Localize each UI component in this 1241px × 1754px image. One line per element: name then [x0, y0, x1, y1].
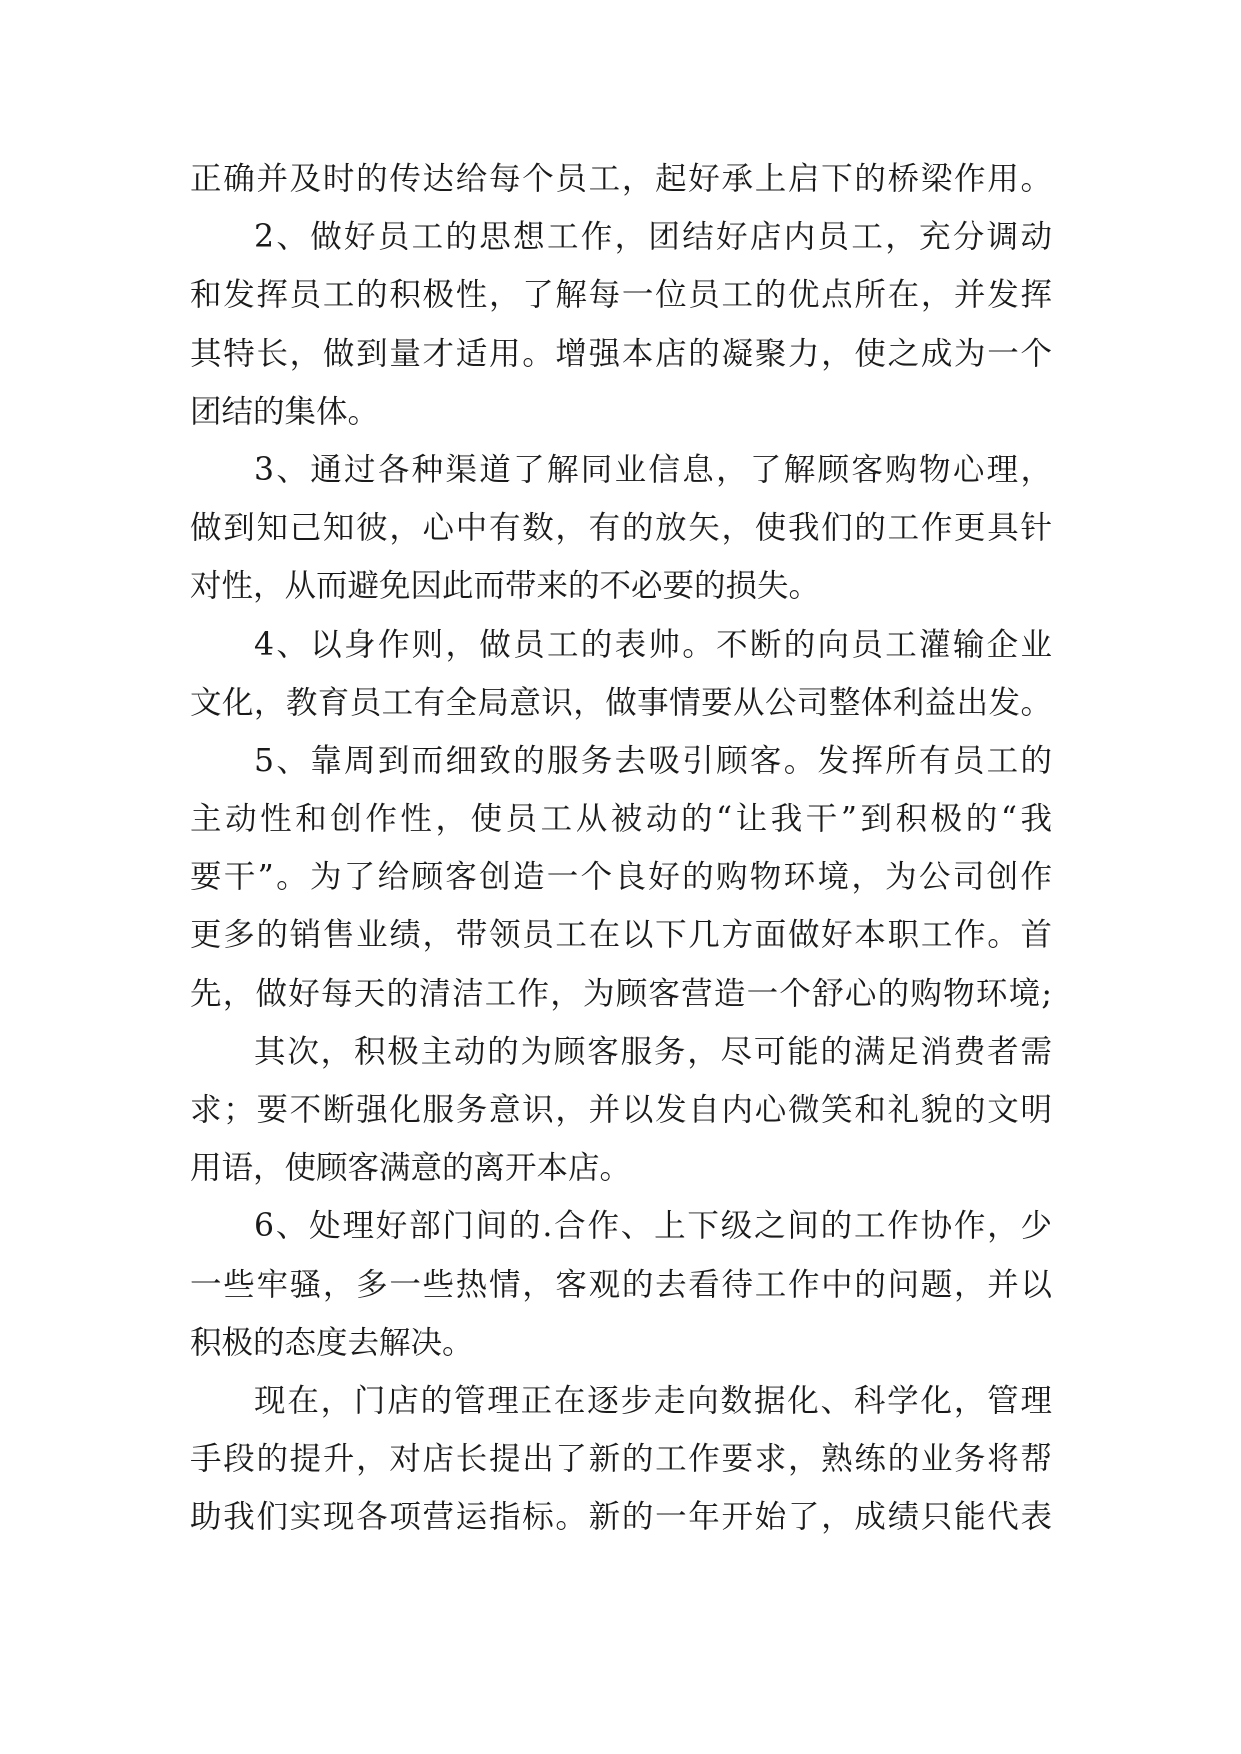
text-line: 手段的提升，对店长提出了新的工作要求，熟练的业务将帮	[190, 1441, 1052, 1478]
text-line: 主动性和创作性，使员工从被动的“让我干”到积极的“我	[190, 801, 1052, 838]
text-line: 做到知己知彼，心中有数，有的放矢，使我们的工作更具针	[190, 510, 1052, 547]
text-line: 4、以身作则，做员工的表帅。不断的向员工灌输企业	[254, 626, 1052, 663]
text-line: 一些牢骚，多一些热情，客观的去看待工作中的问题，并以	[190, 1266, 1052, 1303]
text-line: 团结的集体。	[190, 393, 380, 430]
text-line: 5、靠周到而细致的服务去吸引顾客。发挥所有员工的	[254, 742, 1052, 779]
text-line: 更多的销售业绩，带领员工在以下几方面做好本职工作。首	[190, 917, 1052, 954]
text-line: 助我们实现各项营运指标。新的一年开始了，成绩只能代表	[190, 1499, 1052, 1536]
text-line: 文化，教育员工有全局意识，做事情要从公司整体利益出发。	[190, 684, 1052, 721]
text-line: 现在，门店的管理正在逐步走向数据化、科学化，管理	[254, 1382, 1052, 1419]
text-line: 2、做好员工的思想工作，团结好店内员工，充分调动	[254, 219, 1052, 256]
text-line: 和发挥员工的积极性，了解每一位员工的优点所在，并发挥	[190, 277, 1052, 314]
text-line: 先，做好每天的清洁工作，为顾客营造一个舒心的购物环境;	[190, 975, 1052, 1012]
text-line: 6、处理好部门间的.合作、上下级之间的工作协作，少	[254, 1208, 1052, 1245]
text-line: 其特长，做到量才适用。增强本店的凝聚力，使之成为一个	[190, 335, 1052, 372]
text-line: 正确并及时的传达给每个员工，起好承上启下的桥梁作用。	[190, 161, 1052, 197]
text-line: 对性，从而避免因此而带来的不必要的损失。	[190, 568, 821, 605]
document-page	[190, 150, 1052, 1547]
text-line: 其次，积极主动的为顾客服务，尽可能的满足消费者需	[254, 1033, 1052, 1070]
text-line: 求；要不断强化服务意识，并以发自内心微笑和礼貌的文明	[190, 1092, 1052, 1128]
text-line: 3、通过各种渠道了解同业信息，了解顾客购物心理，	[254, 451, 1052, 488]
text-line: 要干”。为了给顾客创造一个良好的购物环境，为公司创作	[190, 859, 1052, 896]
text-line: 积极的态度去解决。	[190, 1324, 474, 1361]
text-line: 用语，使顾客满意的离开本店。	[190, 1150, 632, 1187]
